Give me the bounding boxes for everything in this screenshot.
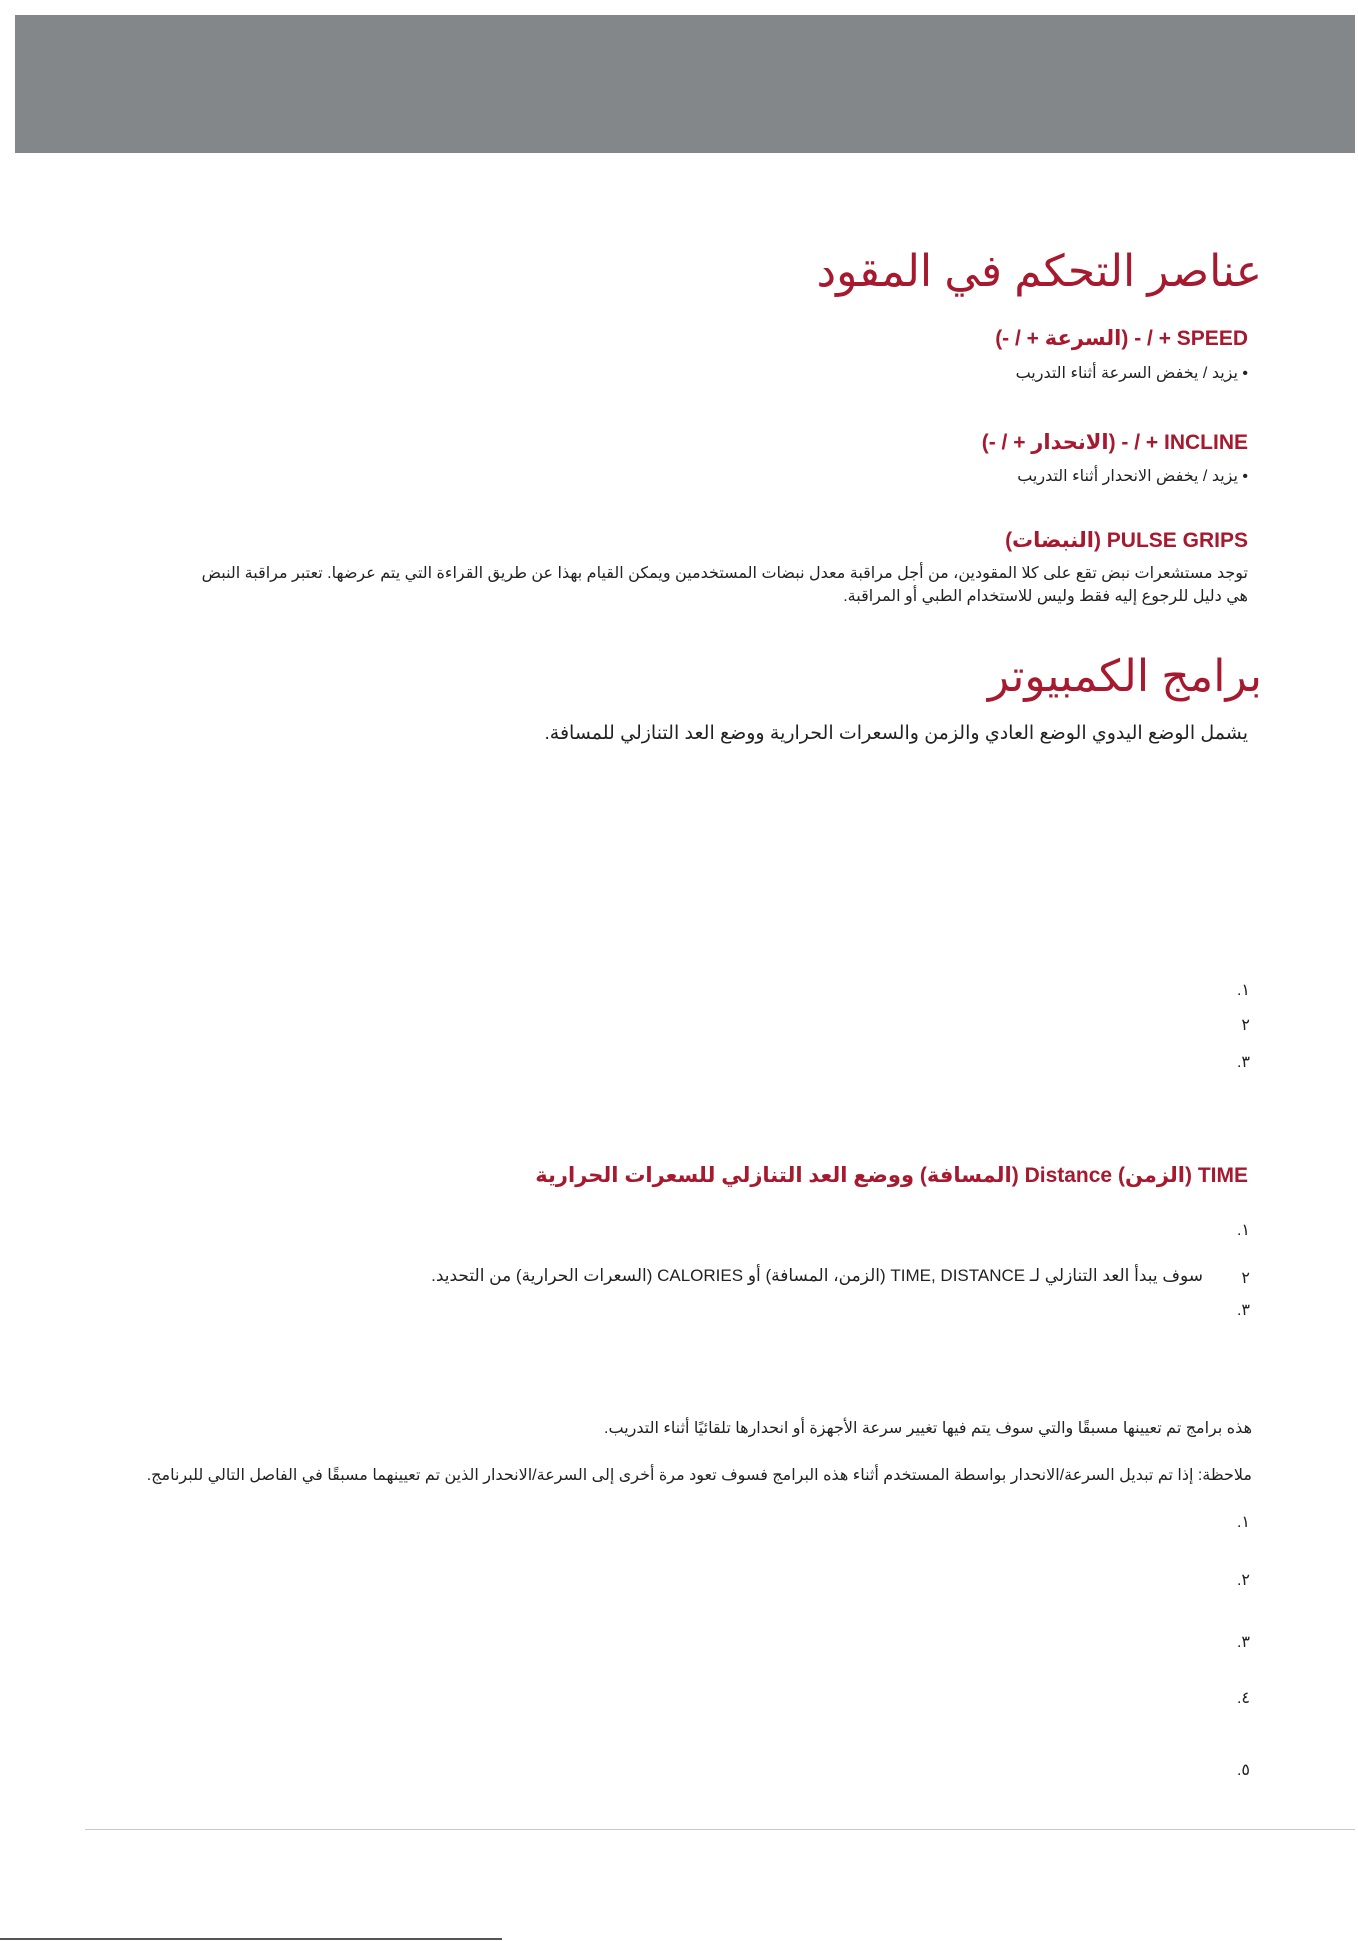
header-bar <box>15 15 1355 153</box>
programs-title: برامج الكمبيوتر <box>987 652 1262 701</box>
speed-heading: SPEED + / - (السرعة + / -) <box>995 327 1248 350</box>
step-b2-number: ٢ <box>1241 1270 1250 1287</box>
pulse-grips-heading: PULSE GRIPS (النبضات) <box>1005 529 1248 552</box>
footer-divider <box>85 1829 1355 1830</box>
speed-bullet: • يزيد / يخفض السرعة أثناء التدريب <box>1015 365 1248 382</box>
incline-heading: INCLINE + / - (الانحدار + / -) <box>981 431 1248 454</box>
programs-lead: يشمل الوضع اليدوي الوضع العادي والزمن والسعرات الحرارية ووضع العد التنازلي للمسافة. <box>544 723 1248 744</box>
incline-bullet: • يزيد / يخفض الانحدار أثناء التدريب <box>1017 468 1248 485</box>
preset-programs-text: هذه برامج تم تعيينها مسبقًا والتي سوف يتم فيها تغيير سرعة الأجهزة أو انحدارها تلقائيًا أثناء التدريب. <box>604 1420 1252 1437</box>
step-a2-number: ٢ <box>1241 1017 1250 1034</box>
countdown-heading: TIME (الزمن) Distance (المسافة) ووضع العد التنازلي للسعرات الحرارية <box>535 1164 1248 1187</box>
controls-title: عناصر التحكم في المقود <box>816 247 1262 296</box>
preset-note-text: ملاحظة: إذا تم تبديل السرعة/الانحدار بواسطة المستخدم أثناء هذه البرامج فسوف تعود مرة أخرى إلى السرعة/الانحدار الذين تم تعيينهما مسبقًا في الفاصل التالي للبرنامج. <box>146 1467 1252 1484</box>
step-c5-number: ٥. <box>1236 1762 1250 1779</box>
step-a1-number: ١. <box>1236 982 1250 999</box>
step-c1-number: ١. <box>1236 1514 1250 1531</box>
step-c3-number: ٣. <box>1236 1634 1250 1651</box>
step-b2-text: سوف يبدأ العد التنازلي لـ TIME, DISTANCE (الزمن، المسافة) أو CALORIES (السعرات الحرارية) من التحديد. <box>431 1266 1203 1285</box>
pulse-grips-text: توجد مستشعرات نبض تقع على كلا المقودين، من أجل مراقبة معدل نبضات المستخدمين ويمكن القيام بهذا عن طريق القراءة التي يتم عرضها. تعتبر مراقبة النبض هي دليل للرجوع إليه فقط وليس للاستخدام الطبي أو المراقبة. <box>201 565 1248 605</box>
page-bottom-rule <box>0 1938 502 1940</box>
step-a3-number: ٣. <box>1236 1054 1250 1071</box>
step-b1-number: ١. <box>1236 1222 1250 1239</box>
step-c2-number: ٢. <box>1236 1572 1250 1589</box>
step-b3-number: ٣. <box>1236 1302 1250 1319</box>
step-c4-number: ٤. <box>1236 1690 1250 1707</box>
